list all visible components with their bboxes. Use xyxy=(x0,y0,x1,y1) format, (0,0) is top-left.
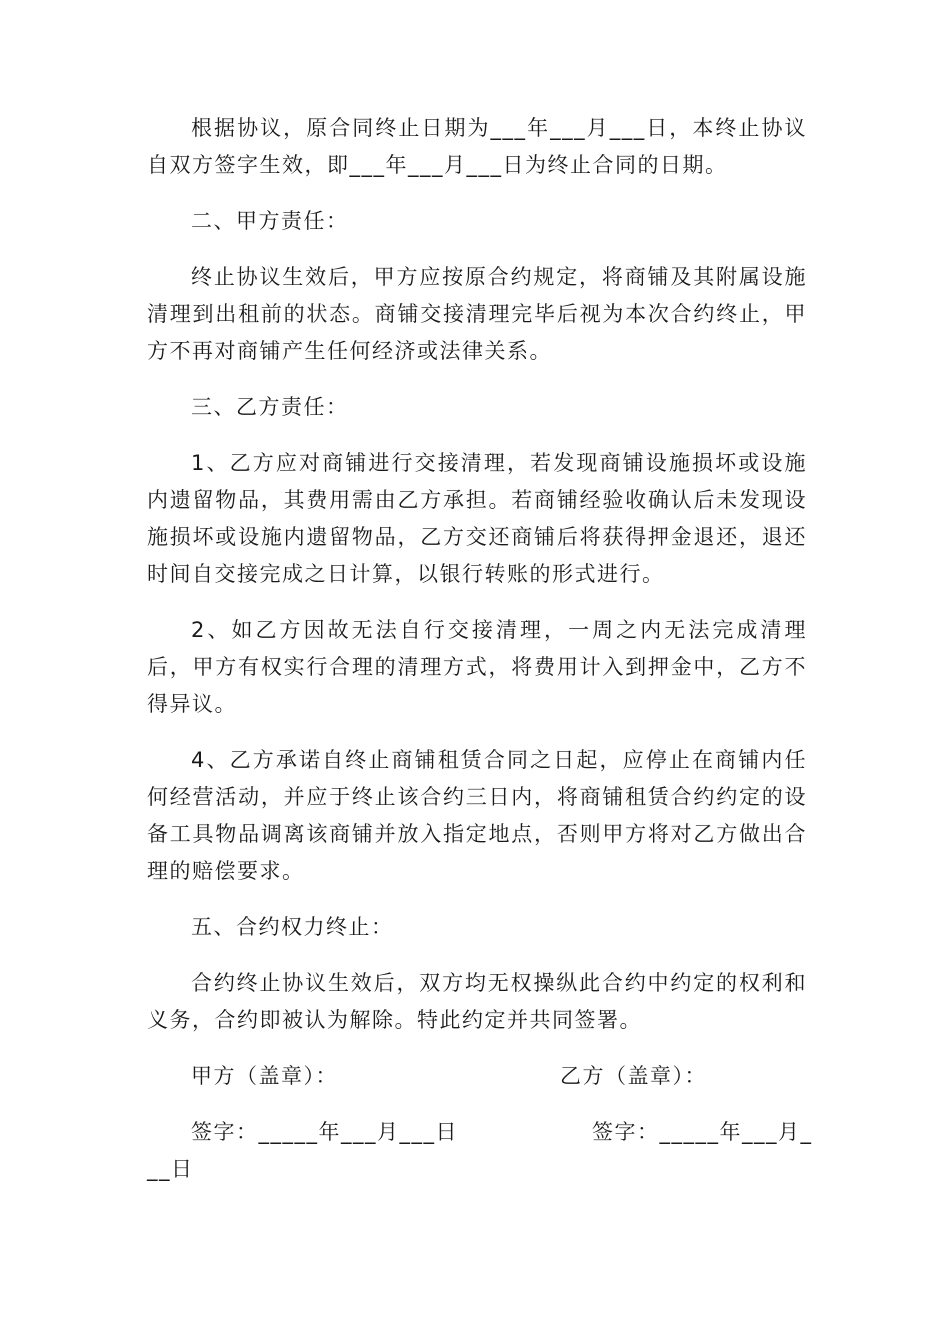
party-b-signature-line: 签字：_____年___月_ xyxy=(592,1120,813,1144)
section-heading-party-b: 三、乙方责任： xyxy=(191,395,349,419)
section-heading-termination: 五、合约权力终止： xyxy=(191,915,394,939)
party-a-signature-line: 签字：_____年___月___日 xyxy=(191,1120,458,1144)
party-b-clause-4: 4、乙方承诺自终止商铺租赁合同之日起，应停止在商铺内任何经营活动，并应于终止该合约三日内，将商铺租赁合约约定的设备工具物品调离该商铺并放入指定地点，否则甲方将对乙方做出合理的赔偿要求。 xyxy=(147,748,807,883)
signature-row xyxy=(147,1114,813,1181)
party-b-clause-1: 1、乙方应对商铺进行交接清理，若发现商铺设施损坏或设施内遗留物品，其费用需由乙方承担。若商铺经验收确认后未发现设施损坏或设施内遗留物品，乙方交还商铺后将获得押金退还，退还时间自交接完成之日计算，以银行转账的形式进行。 xyxy=(147,451,807,586)
party-a-responsibility-paragraph: 终止协议生效后，甲方应按原合约规定，将商铺及其附属设施清理到出租前的状态。商铺交接清理完毕后视为本次合约终止，甲方不再对商铺产生任何经济或法律关系。 xyxy=(147,265,807,363)
termination-date-paragraph: 根据协议，原合同终止日期为___年___月___日，本终止协议自双方签字生效，即___年___月___日为终止合同的日期。 xyxy=(147,116,807,177)
termination-paragraph: 合约终止协议生效后，双方均无权操纵此合约中约定的权利和义务，合约即被认为解除。特此约定并共同签署。 xyxy=(147,971,807,1032)
party-b-signature-wrap: __日 xyxy=(147,1157,194,1181)
document-page xyxy=(147,110,813,1181)
party-a-seal-label: 甲方（盖章）： xyxy=(191,1064,338,1088)
seal-row xyxy=(147,1058,807,1095)
party-b-seal-label: 乙方（盖章）： xyxy=(560,1064,707,1088)
party-b-clause-2: 2、如乙方因故无法自行交接清理，一周之内无法完成清理后，甲方有权实行合理的清理方式，将费用计入到押金中，乙方不得异议。 xyxy=(147,618,807,716)
section-heading-party-a: 二、甲方责任： xyxy=(191,209,349,233)
